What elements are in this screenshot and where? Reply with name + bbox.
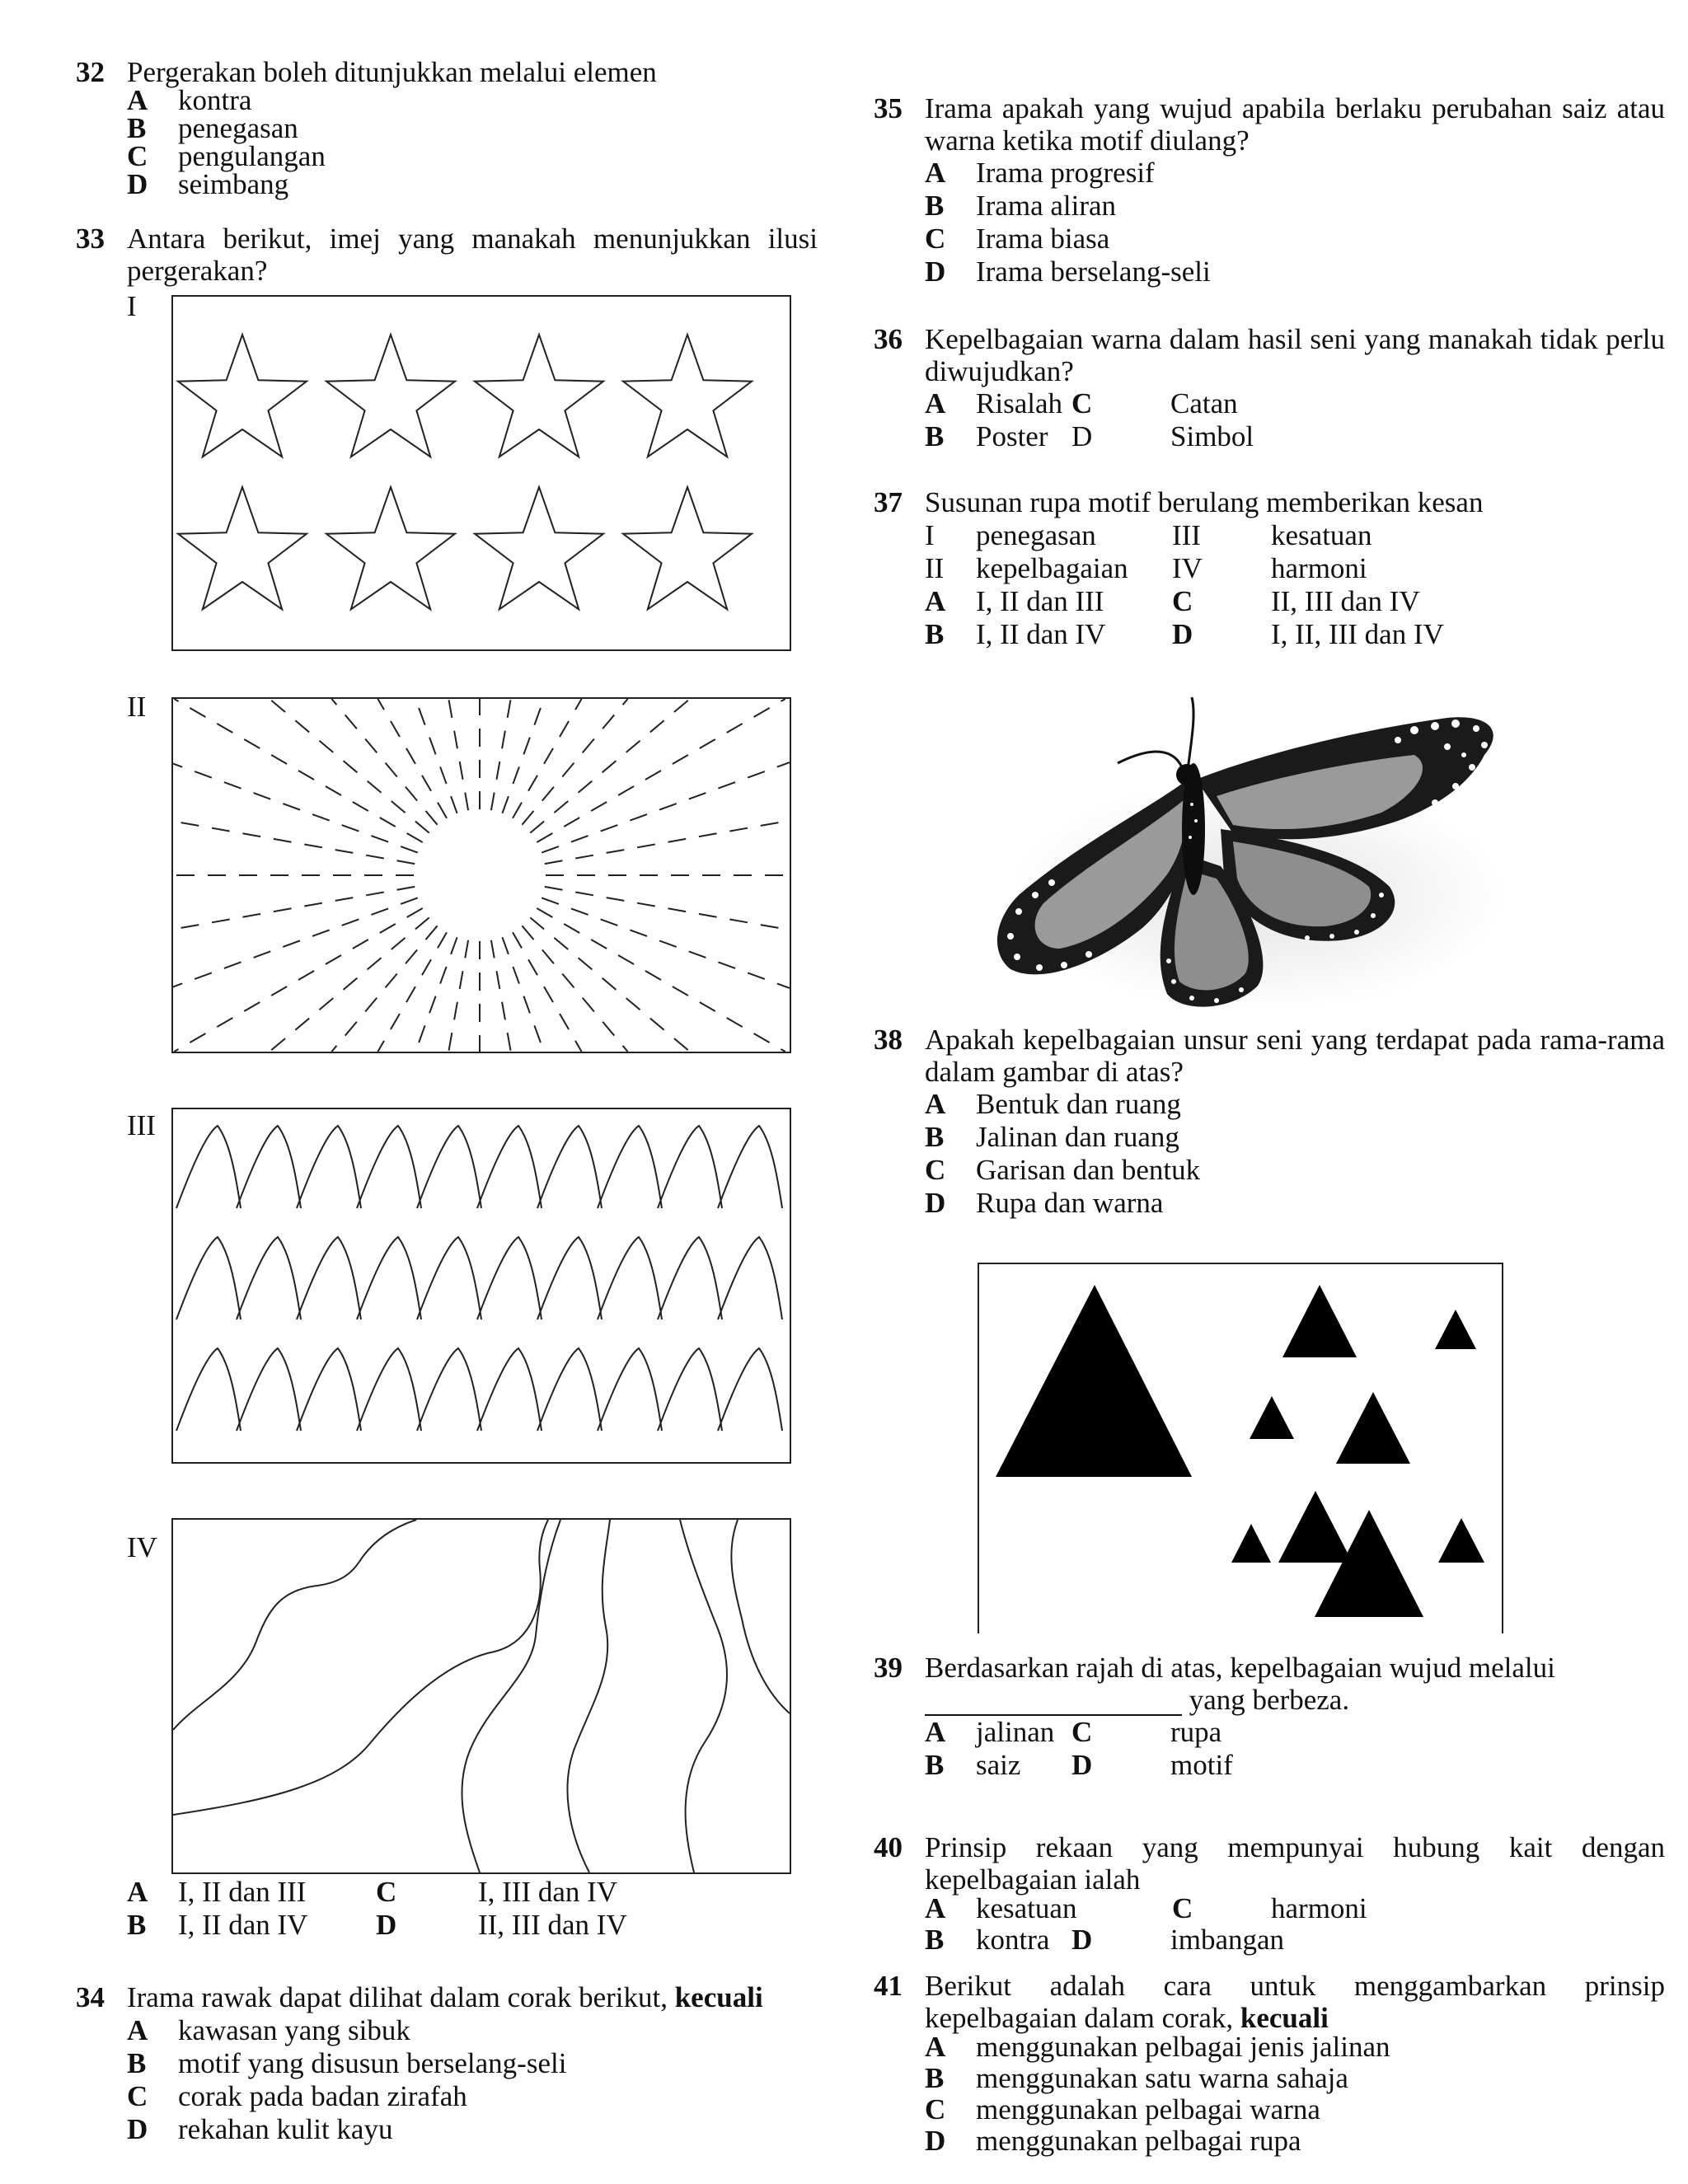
option-b[interactable]: B saiz bbox=[925, 1749, 1021, 1781]
figure-label-ii: II bbox=[127, 691, 147, 723]
option-d[interactable]: D II, III dan IV bbox=[376, 1909, 627, 1941]
option-a[interactable]: A kawasan yang sibuk bbox=[127, 2014, 410, 2046]
triangle bbox=[1278, 1491, 1353, 1563]
crescent-arc bbox=[357, 1126, 421, 1208]
radial-dash-line bbox=[174, 699, 422, 842]
radial-dash-line bbox=[377, 699, 447, 818]
triangle bbox=[1438, 1518, 1484, 1563]
option-b[interactable]: B I, II dan IV bbox=[127, 1909, 308, 1941]
crescent-arc bbox=[237, 1126, 301, 1208]
radial-dash-line bbox=[448, 940, 468, 1052]
triangle bbox=[1336, 1392, 1410, 1464]
option-a[interactable]: A jalinan bbox=[925, 1716, 1055, 1748]
flow-line bbox=[731, 1520, 790, 1713]
option-c[interactable]: C harmoni bbox=[1172, 1892, 1367, 1924]
option-b[interactable]: B Poster bbox=[925, 420, 1048, 452]
crescent-arc bbox=[537, 1348, 602, 1431]
option-b[interactable]: B penegasan bbox=[127, 112, 298, 144]
option-a[interactable]: A kontra bbox=[127, 84, 252, 116]
option-a[interactable]: A I, II dan III bbox=[127, 1876, 307, 1908]
radial-dash-line bbox=[173, 887, 415, 930]
radial-dash-line bbox=[513, 699, 582, 818]
statement-iii: III kesatuan bbox=[1172, 519, 1372, 551]
option-d[interactable]: D rekahan kulit kayu bbox=[127, 2113, 393, 2145]
crescent-arc bbox=[718, 1348, 782, 1431]
crescent-arc bbox=[176, 1237, 241, 1319]
triangle bbox=[1231, 1524, 1271, 1563]
crescent-arc bbox=[718, 1237, 782, 1319]
crescent-arc bbox=[658, 1237, 722, 1319]
option-d[interactable]: D menggunakan pelbagai rupa bbox=[925, 2125, 1301, 2157]
radial-dash-line bbox=[537, 699, 785, 842]
radial-dash-line bbox=[513, 932, 582, 1052]
crescent-arc bbox=[658, 1126, 722, 1208]
option-b[interactable]: B menggunakan satu warna sahaja bbox=[925, 2062, 1348, 2094]
flow-line bbox=[680, 1520, 727, 1872]
triangles-icon bbox=[979, 1264, 1502, 1633]
flow-line bbox=[567, 1520, 610, 1872]
crescent-arc bbox=[297, 1237, 361, 1319]
option-c[interactable]: C corak pada badan zirafah bbox=[127, 2080, 467, 2112]
question-stem: Irama rawak dapat dilihat dalam corak berikut, kecuali bbox=[127, 1981, 763, 2013]
answer-blank[interactable] bbox=[925, 1690, 1182, 1716]
crescent-arc bbox=[357, 1348, 421, 1431]
question-number: 41 bbox=[874, 1970, 903, 2002]
crescent-arc bbox=[598, 1348, 662, 1431]
radial-dash-line bbox=[491, 699, 511, 810]
question-stem: Antara berikut, imej yang manakah menunjukkan ilusi pergerakan? bbox=[127, 223, 818, 287]
crescent-arc bbox=[297, 1126, 361, 1208]
star-shape bbox=[623, 487, 752, 609]
figure-label-iii: III bbox=[127, 1109, 156, 1141]
triangle bbox=[1282, 1285, 1357, 1357]
crescent-arc bbox=[417, 1348, 481, 1431]
question-number: 35 bbox=[874, 92, 903, 124]
question-number: 32 bbox=[76, 56, 105, 88]
crescent-arc bbox=[237, 1348, 301, 1431]
question-number: 38 bbox=[874, 1024, 903, 1056]
option-d[interactable]: D seimbang bbox=[127, 168, 289, 200]
radial-dash-line bbox=[377, 932, 447, 1052]
crescent-arc bbox=[477, 1348, 542, 1431]
crescent-arc bbox=[237, 1237, 301, 1319]
option-b[interactable]: B kontra bbox=[925, 1924, 1050, 1956]
option-b[interactable]: B Jalinan dan ruang bbox=[925, 1121, 1179, 1153]
radial-dash-line bbox=[174, 908, 422, 1052]
butterfly-picture bbox=[986, 689, 1500, 1014]
question-number: 36 bbox=[874, 323, 903, 355]
option-c[interactable]: C pengulangan bbox=[127, 140, 326, 172]
crescent-arc bbox=[176, 1126, 241, 1208]
option-a[interactable]: A kesatuan bbox=[925, 1892, 1077, 1924]
question-stem: Irama apakah yang wujud apabila berlaku perubahan saiz atau warna ketika motif diulang? bbox=[925, 92, 1665, 157]
crescent-arc bbox=[176, 1348, 241, 1431]
star-shape bbox=[475, 487, 603, 609]
question-stem: Berikut adalah cara untuk menggambarkan prinsip kepelbagaian dalam corak, kecuali bbox=[925, 1970, 1665, 2034]
star-shape bbox=[178, 335, 307, 457]
crescent-arc bbox=[297, 1348, 361, 1431]
emphasis-kecuali: kecuali bbox=[674, 1981, 763, 2013]
question-stem: Pergerakan boleh ditunjukkan melalui elemen bbox=[127, 56, 657, 88]
figure-label-i: I bbox=[127, 290, 137, 322]
option-d[interactable]: D Simbol bbox=[1071, 420, 1254, 452]
triangle bbox=[996, 1285, 1192, 1477]
stars-pattern bbox=[173, 297, 790, 649]
star-shape bbox=[326, 487, 455, 609]
flow-line bbox=[173, 1520, 416, 1730]
triangle bbox=[1435, 1310, 1476, 1349]
option-a[interactable]: A I, II dan III bbox=[925, 585, 1104, 617]
flow-line bbox=[173, 1520, 548, 1815]
option-c[interactable]: C rupa bbox=[1071, 1716, 1222, 1748]
radial-dash-line bbox=[545, 887, 790, 930]
star-shape bbox=[475, 335, 603, 457]
option-c[interactable]: C Irama biasa bbox=[925, 223, 1110, 255]
option-d[interactable]: D Rupa dan warna bbox=[925, 1187, 1164, 1219]
statement-i: I penegasan bbox=[925, 519, 1096, 551]
crescent-arc bbox=[417, 1126, 481, 1208]
option-b[interactable]: B motif yang disusun berselang-seli bbox=[127, 2047, 567, 2079]
question-stem: Apakah kepelbagaian unsur seni yang terdapat pada rama-rama dalam gambar di atas? bbox=[925, 1024, 1665, 1088]
option-c[interactable]: C I, III dan IV bbox=[376, 1876, 618, 1908]
question-stem: Susunan rupa motif berulang memberikan kesan bbox=[925, 486, 1484, 518]
question-number: 39 bbox=[874, 1652, 903, 1684]
option-d[interactable]: D imbangan bbox=[1071, 1924, 1285, 1956]
question-number: 40 bbox=[874, 1831, 903, 1863]
figure-label-iv: IV bbox=[127, 1531, 157, 1563]
radial-dash-line bbox=[448, 699, 468, 810]
option-c[interactable]: C II, III dan IV bbox=[1172, 585, 1420, 617]
question-33-options bbox=[127, 1876, 786, 1942]
star-shape bbox=[326, 335, 455, 457]
option-b[interactable]: B Irama aliran bbox=[925, 190, 1117, 222]
crescent-arc bbox=[417, 1237, 481, 1319]
figure-i-stars bbox=[171, 295, 791, 651]
triangle bbox=[1250, 1396, 1294, 1439]
crescent-arc bbox=[598, 1126, 662, 1208]
emphasis-kecuali: kecuali bbox=[1240, 2002, 1329, 2034]
option-a[interactable]: A Bentuk dan ruang bbox=[925, 1088, 1181, 1120]
star-shape bbox=[623, 335, 752, 457]
crescent-arc bbox=[477, 1126, 542, 1208]
butterfly-icon bbox=[986, 689, 1500, 1014]
radial-dash-line bbox=[542, 762, 790, 853]
radial-dash-line bbox=[537, 908, 785, 1052]
figure-ii-radial-lines bbox=[171, 697, 791, 1053]
arc-pattern bbox=[173, 1109, 790, 1462]
question-stem: Kepelbagaian warna dalam hasil seni yang manakah tidak perlu diwujudkan? bbox=[925, 323, 1665, 387]
question-number: 37 bbox=[874, 486, 903, 518]
flow-line bbox=[462, 1520, 560, 1872]
question-number: 34 bbox=[76, 1981, 105, 2013]
triangles-figure bbox=[978, 1263, 1503, 1633]
star-shape bbox=[178, 487, 307, 609]
crescent-arc bbox=[537, 1126, 602, 1208]
option-b[interactable]: B I, II dan IV bbox=[925, 618, 1106, 650]
figure-iii-wave-arcs bbox=[171, 1108, 791, 1464]
option-a[interactable]: A menggunakan pelbagai jenis jalinan bbox=[925, 2031, 1390, 2063]
option-a[interactable]: A Irama progresif bbox=[925, 157, 1155, 189]
crescent-arc bbox=[718, 1126, 782, 1208]
question-number: 33 bbox=[76, 223, 105, 255]
radial-dash-line bbox=[491, 940, 511, 1052]
radial-dash-line bbox=[545, 821, 790, 864]
option-c[interactable]: C Catan bbox=[1071, 387, 1238, 419]
crescent-arc bbox=[537, 1237, 602, 1319]
option-c[interactable]: C Garisan dan bentuk bbox=[925, 1154, 1201, 1186]
question-stem: Prinsip rekaan yang mempunyai hubung kait dengan kepelbagaian ialah bbox=[925, 1831, 1665, 1896]
statement-iv: IV harmoni bbox=[1172, 552, 1367, 584]
radial-dash-line bbox=[173, 764, 418, 853]
radial-dash-line bbox=[173, 821, 415, 864]
crescent-arc bbox=[357, 1237, 421, 1319]
figure-iv-flowing-lines bbox=[171, 1518, 791, 1874]
radial-dash-line bbox=[542, 898, 790, 988]
question-stem: Berdasarkan rajah di atas, kepelbagaian wujud melalui yang berbeza. bbox=[925, 1652, 1555, 1716]
option-d[interactable]: D motif bbox=[1071, 1749, 1233, 1781]
flowing-lines-pattern bbox=[173, 1520, 790, 1872]
option-c[interactable]: C menggunakan pelbagai warna bbox=[925, 2093, 1320, 2125]
option-a[interactable]: A Risalah bbox=[925, 387, 1062, 419]
radial-dash-line bbox=[173, 898, 418, 987]
crescent-arc bbox=[477, 1237, 542, 1319]
radial-dash-pattern bbox=[173, 699, 790, 1052]
option-d[interactable]: D Irama berselang-seli bbox=[925, 255, 1211, 288]
crescent-arc bbox=[598, 1237, 662, 1319]
statement-ii: II kepelbagaian bbox=[925, 552, 1128, 584]
crescent-arc bbox=[658, 1348, 722, 1431]
option-d[interactable]: D I, II, III dan IV bbox=[1172, 618, 1444, 650]
